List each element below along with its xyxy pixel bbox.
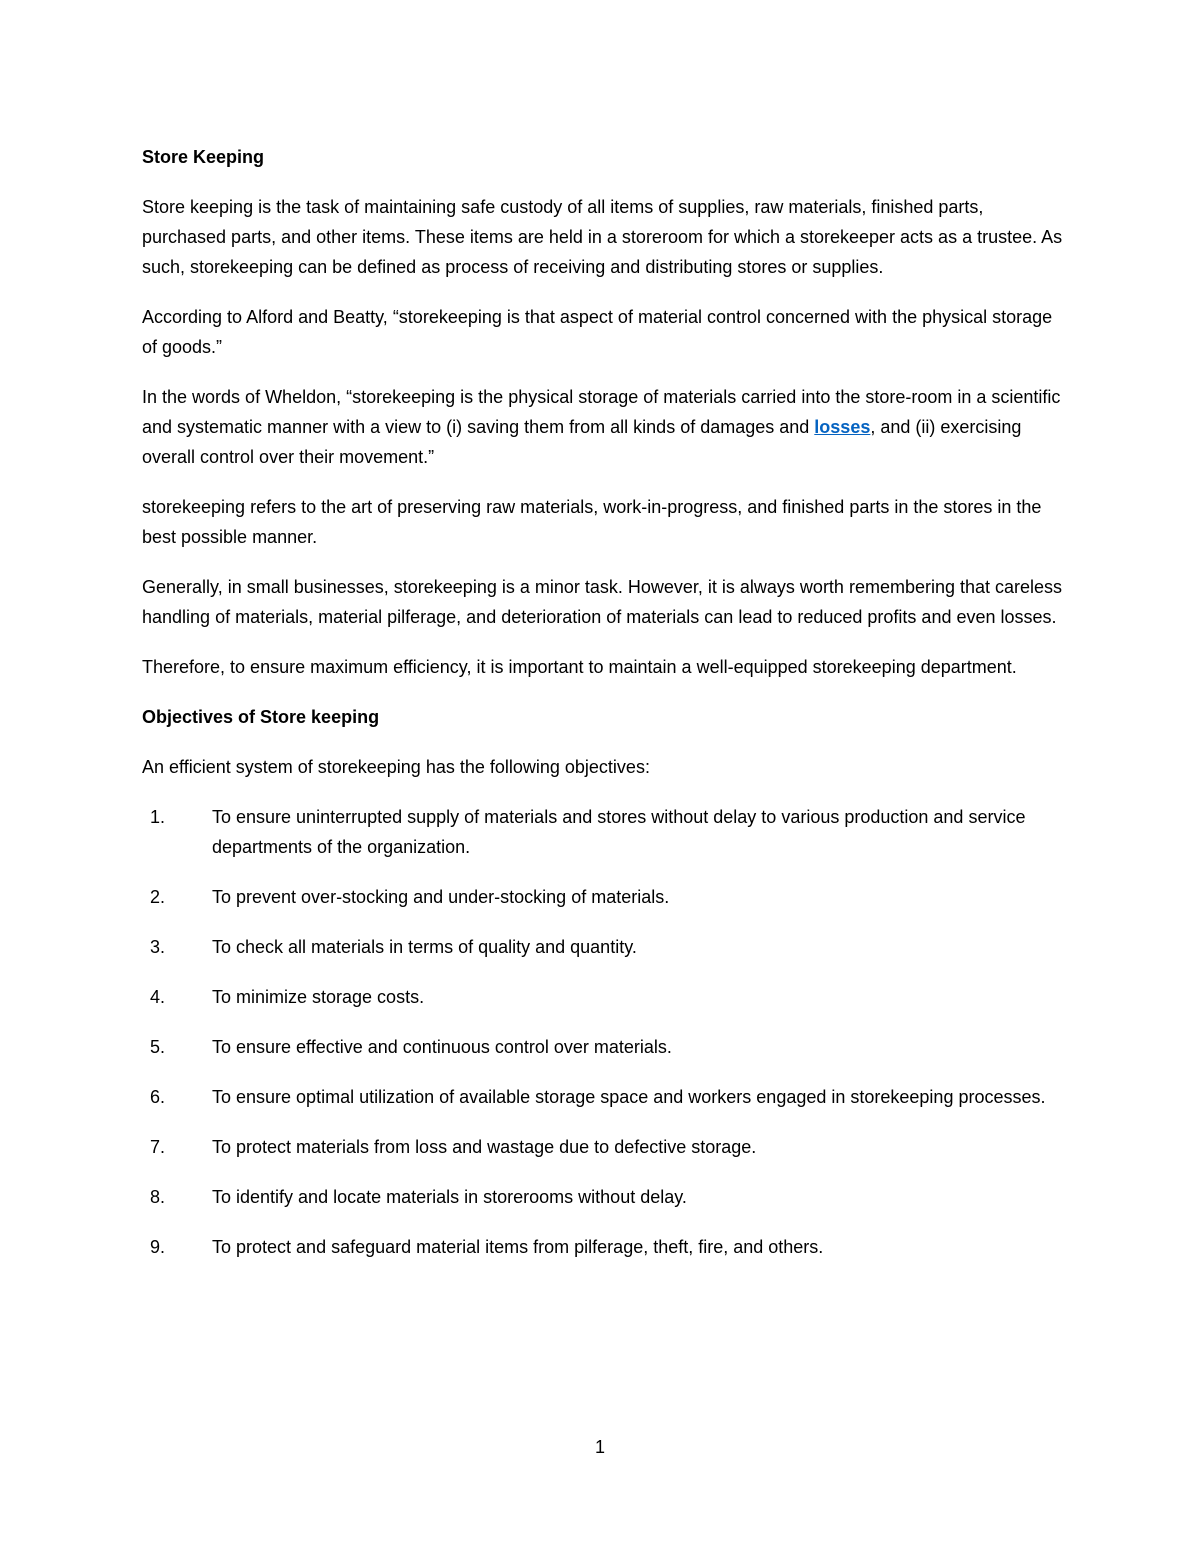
objectives-intro: An efficient system of storekeeping has the following objectives:	[142, 757, 650, 777]
list-item-text: To identify and locate materials in storerooms without delay.	[212, 1187, 687, 1207]
page-title: Store Keeping	[142, 147, 265, 167]
alford-beatty-quote: According to Alford and Beatty, “storekeeping is that aspect of material control concerned with the physical storage of goods.”	[142, 307, 1053, 357]
list-item-text: To ensure optimal utilization of available storage space and workers engaged in storekeeping processes.	[212, 1087, 1046, 1107]
document-body	[142, 142, 1072, 1282]
definition-paragraph: Store keeping is the task of maintaining safe custody of all items of supplies, raw materials, finished parts, purchased parts, and other items. These items are held in a storeroom for which a storekeeper acts as a trustee. As such, storekeeping can be defined as process of receiving and distributing stores or supplies.	[142, 197, 1063, 277]
list-item-text: To ensure effective and continuous control over materials.	[212, 1037, 672, 1057]
page-number: 1	[594, 1437, 605, 1457]
list-item-text: To ensure uninterrupted supply of materials and stores without delay to various production and service departments of the organization.	[212, 807, 1026, 857]
list-number: 2.	[150, 887, 166, 907]
list-item-text: To protect and safeguard material items from pilferage, theft, fire, and others.	[212, 1237, 824, 1257]
list-item	[142, 1032, 1072, 1062]
list-number: 4.	[150, 987, 166, 1007]
wheldon-quote-start: In the words of Wheldon, “storekeeping is the physical storage of materials carried into the store-room in a scientific and systematic manner with a view to (i) saving them from all kinds of damages and	[142, 387, 1061, 437]
list-item	[142, 1132, 1072, 1162]
list-item-text: To check all materials in terms of quality and quantity.	[212, 937, 637, 957]
losses-link[interactable]: losses	[814, 417, 871, 437]
list-item	[142, 1182, 1072, 1212]
list-item	[142, 932, 1072, 962]
list-number: 7.	[150, 1137, 166, 1157]
list-item	[142, 1232, 1072, 1262]
list-item-text: To prevent over-stocking and under-stocking of materials.	[212, 887, 670, 907]
list-number: 9.	[150, 1237, 166, 1257]
objectives-list	[142, 802, 1072, 1262]
list-item	[142, 982, 1072, 1012]
list-number: 6.	[150, 1087, 166, 1107]
small-business-paragraph: Generally, in small businesses, storekeeping is a minor task. However, it is always worth remembering that careless handling of materials, material pilferage, and deterioration of materials can lead to reduced profits and even losses.	[142, 577, 1063, 627]
art-paragraph: storekeeping refers to the art of preserving raw materials, work-in-progress, and finished parts in the stores in the best possible manner.	[142, 497, 1042, 547]
wheldon-quote-end: , and (ii) exercising overall control over their movement.”	[142, 417, 1022, 467]
list-number: 3.	[150, 937, 166, 957]
wheldon-quote	[142, 382, 1072, 472]
list-item-text: To protect materials from loss and wastage due to defective storage.	[212, 1137, 757, 1157]
list-item	[142, 882, 1072, 912]
list-number: 5.	[150, 1037, 166, 1057]
list-number: 8.	[150, 1187, 166, 1207]
list-number: 1.	[150, 807, 166, 827]
list-item	[142, 1082, 1072, 1112]
objectives-heading: Objectives of Store keeping	[142, 707, 380, 727]
efficiency-paragraph: Therefore, to ensure maximum efficiency, it is important to maintain a well-equipped storekeeping department.	[142, 657, 1017, 677]
list-item-text: To minimize storage costs.	[212, 987, 425, 1007]
list-item	[142, 802, 1072, 862]
